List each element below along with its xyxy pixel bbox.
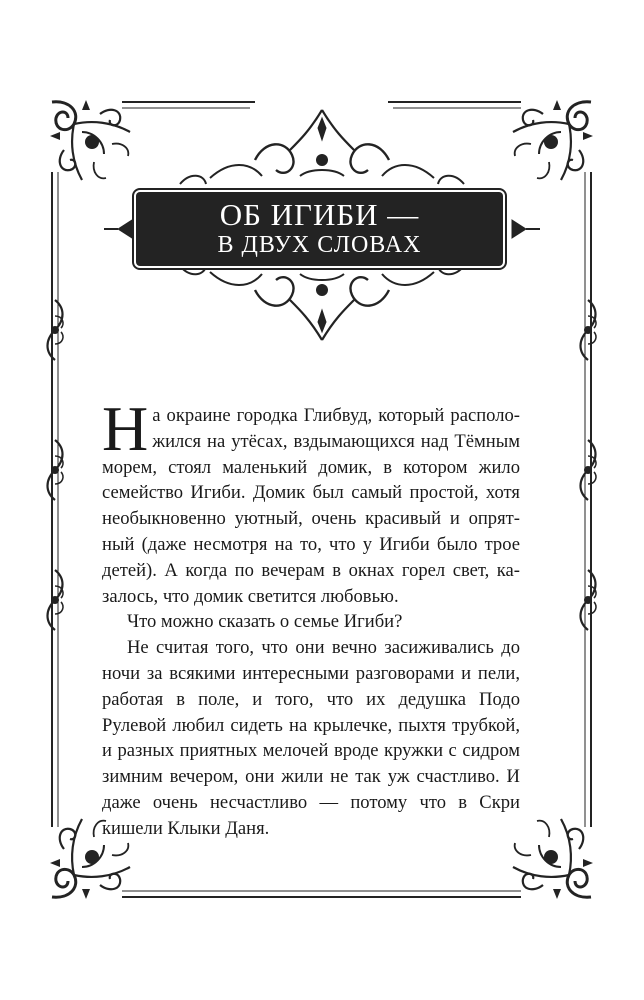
paragraph-1-text: а окраине городка Глибвуд, который расположился на утёсах, вздымающихся над Тёмным морем, стоял маленький домик, в котором жило семейство Игиби. Домик был самый простой, хотя необыкновенно уютный, очень красивый и опрятный (даже несмотря на то, что у Игиби было трое детей). А когда по вечерам в окнах горел свет, казалось, что домик светится любовью. <box>102 405 520 607</box>
paragraph-1 <box>102 393 520 609</box>
drop-cap: Н <box>102 393 149 464</box>
paragraph-3: Не считая того, что они вечно засиживались до ночи за всякими интересными разговорами и пели, работая в поле, и того, что их дедушка Подо Рулевой любил сидеть на крылечке, пыхтя трубкой, и разных приятных мелочей вроде кружки с сидром зимним вечером, они жили не так уж счастливо. И даже очень несчастливо — потому что в Скри кишели Клыки Даня. <box>102 637 520 839</box>
paragraph-2: Что можно сказать о семье Игиби? <box>127 611 403 633</box>
chapter-title-line1: ОБ ИГИБИ — <box>219 197 420 232</box>
chapter-title-line2: В ДВУХ СЛОВАХ <box>217 232 422 258</box>
body-text <box>102 393 520 842</box>
chapter-title-banner <box>136 192 503 266</box>
